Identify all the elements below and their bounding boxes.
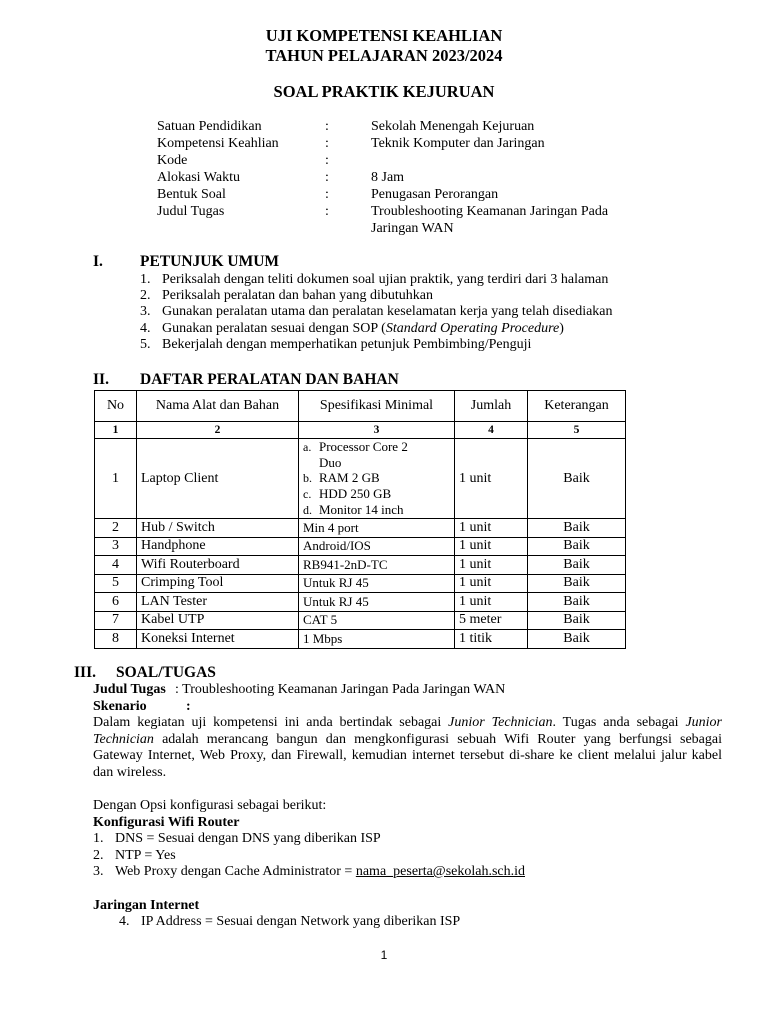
cell-name: Koneksi Internet [137,630,299,649]
list-item: 1. Periksalah dengan teliti dokumen soal ujian praktik, yang terdiri dari 3 halaman [140,272,609,287]
info-key: Kompetensi Keahlian [157,136,279,151]
exam-title: UJI KOMPETENSI KEAHLIAN [265,26,503,45]
internet-network-heading: Jaringan Internet [93,897,200,913]
cell-no: 2 [95,519,137,538]
info-value: Troubleshooting Keamanan Jaringan Pada [371,204,609,219]
cell-no: 5 [95,574,137,593]
info-row [157,186,671,203]
exam-subtitle: SOAL PRAKTIK KEJURUAN [273,82,495,101]
list-item: 3. Web Proxy dengan Cache Administrator = nama_peserta@sekolah.sch.id [93,864,526,879]
scenario-label: Skenario [93,698,147,714]
cell-spec: Untuk RJ 45 [299,593,455,612]
table-row [95,593,626,612]
column-index-row: 1 2 3 4 5 [95,422,626,439]
info-row [157,118,671,135]
email-link[interactable]: nama_peserta@sekolah.sch.id [355,864,526,879]
column-header: No [95,391,137,422]
table-row [95,439,626,519]
column-header: Jumlah [455,391,528,422]
cell-note: Baik [528,611,626,630]
info-value: 8 Jam [371,170,405,185]
section-title: DAFTAR PERALATAN DAN BAHAN [140,371,399,388]
info-sep [325,220,371,237]
info-value: Jaringan WAN [371,221,454,236]
table-row [95,519,626,538]
scenario-line: Skenario : [93,698,191,714]
cell-spec: RB941-2nD-TC [299,556,455,575]
info-value: Penugasan Perorangan [371,187,499,202]
section-title: PETUNJUK UMUM [140,253,280,270]
cell-name: Handphone [137,537,299,556]
info-row [157,203,671,220]
cell-note: Baik [528,519,626,538]
info-value: Sekolah Menengah Kejuruan [371,119,535,134]
info-value: Teknik Komputer dan Jaringan [371,136,545,151]
info-key [157,220,325,237]
info-sep: : [325,204,329,219]
cell-qty: 1 unit [455,519,528,538]
wifi-config-heading: Konfigurasi Wifi Router [93,814,240,830]
cell-qty: 1 unit [455,574,528,593]
cell-qty: 1 unit [455,537,528,556]
table-row [95,556,626,575]
section-title: SOAL/TUGAS [116,664,216,681]
info-key: Kode [157,153,188,168]
table-header-row [95,391,626,422]
cell-note: Baik [528,556,626,575]
info-sep: : [325,119,329,134]
page-number: 1 [380,948,388,962]
cell-name: Laptop Client [137,439,299,519]
info-value [371,152,671,169]
info-sep: : [325,136,329,151]
cell-spec: a. Processor Core 2 Duo b. RAM 2 GB c. HDD 250 GB d. Monitor 14 inch [299,439,455,519]
cell-no: 8 [95,630,137,649]
list-item: 4. Gunakan peralatan sesuai dengan SOP (Standard Operating Procedure) [140,320,564,336]
list-item: 1. DNS = Sesuai dengan DNS yang diberikan ISP [93,831,381,846]
info-sep: : [325,153,329,168]
task-section [93,682,722,931]
column-header: Nama Alat dan Bahan [137,391,299,422]
table-row [95,537,626,556]
table-row [95,574,626,593]
list-item: 2. NTP = Yes [93,847,176,863]
info-row [157,152,671,169]
cell-note: Baik [528,574,626,593]
cell-qty: 1 unit [455,556,528,575]
cell-qty: 1 unit [455,439,528,519]
equipment-table [94,390,626,649]
cell-note: Baik [528,593,626,612]
cell-no: 3 [95,537,137,556]
info-key: Alokasi Waktu [157,170,240,185]
cell-no: 7 [95,611,137,630]
cell-no: 1 [95,439,137,519]
section-number: III. [74,664,96,681]
cell-spec: 1 Mbps [299,630,455,649]
cell-spec: CAT 5 [299,611,455,630]
info-key: Judul Tugas [157,204,225,219]
table-row [95,611,626,630]
cell-no: 4 [95,556,137,575]
cell-name: Hub / Switch [137,519,299,538]
cell-note: Baik [528,630,626,649]
cell-name: Wifi Routerboard [137,556,299,575]
info-row [157,220,671,237]
options-intro: Dengan Opsi konfigurasi sebagai berikut: [93,798,327,813]
list-item: 3. Gunakan peralatan utama dan peralatan keselamatan kerja yang telah disediakan [140,304,613,320]
cell-spec: Min 4 port [299,519,455,538]
cell-name: Crimping Tool [137,574,299,593]
academic-year: TAHUN PELAJARAN 2023/2024 [265,46,503,65]
cell-no: 6 [95,593,137,612]
cell-spec: Untuk RJ 45 [299,574,455,593]
task-title-line [93,682,722,699]
table-row [95,630,626,649]
scenario-paragraph: Dalam kegiatan uji kompetensi ini anda bertindak sebagai Junior Technician. Tugas anda sebagai Junior Technician adalah merancang bangun dan mengkonfigurasi sebuah Wifi Router yang berfungsi sebagai Gateway Internet, Web Proxy, dan Firewall, kemudian internet tersebut di-share ke client melalui jalur kabel dan wireless. [93,715,722,780]
list-item: 4. IP Address = Sesuai dengan Network yang diberikan ISP [119,914,461,929]
cell-qty: 1 unit [455,593,528,612]
cell-note: Baik [528,439,626,519]
info-key: Satuan Pendidikan [157,119,262,134]
cell-spec: Android/IOS [299,537,455,556]
cell-note: Baik [528,537,626,556]
info-sep: : [325,170,329,185]
task-title-value: : Troubleshooting Keamanan Jaringan Pada Jaringan WAN [175,682,506,697]
cell-qty: 5 meter [455,611,528,630]
section-number: I. [93,253,103,270]
column-header: Spesifikasi Minimal [299,391,455,422]
task-title-label: Judul Tugas [93,682,166,697]
info-row [157,135,671,152]
cell-name: LAN Tester [137,593,299,612]
list-item: 2. Periksalah peralatan dan bahan yang dibutuhkan [140,288,433,304]
section-number: II. [93,371,109,388]
column-header: Keterangan [528,391,626,422]
info-key: Bentuk Soal [157,187,226,202]
list-item: 5. Bekerjalah dengan memperhatikan petunjuk Pembimbing/Penguji [140,336,532,352]
info-table [157,118,671,237]
cell-qty: 1 titik [455,630,528,649]
info-row [157,169,671,186]
info-sep: : [325,187,329,202]
cell-name: Kabel UTP [137,611,299,630]
instructions-list [140,272,613,353]
